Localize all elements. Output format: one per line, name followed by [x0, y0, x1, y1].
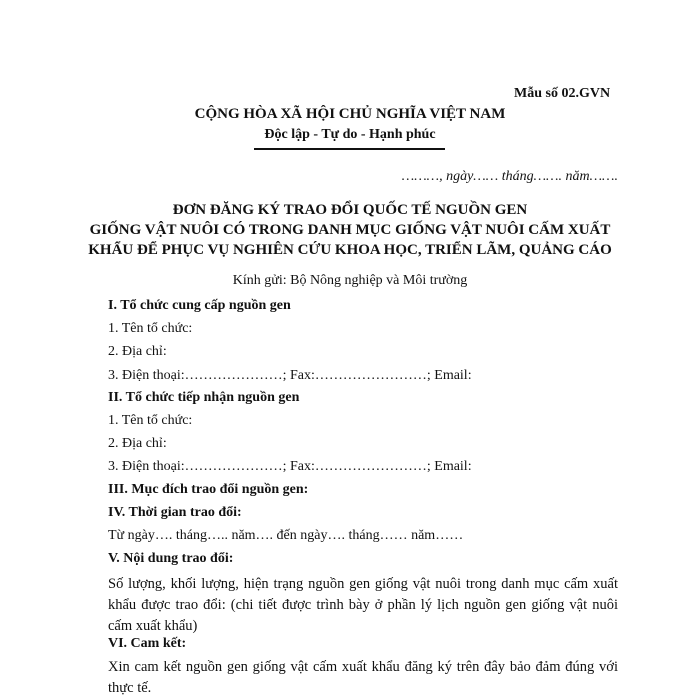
form-code: Mẫu số 02.GVN [514, 86, 611, 101]
addressee: Kính gửi: Bộ Nông nghiệp và Môi trường [232, 273, 468, 288]
title-line-3: KHẨU ĐỂ PHỤC VỤ NGHIÊN CỨU KHOA HỌC, TRIỂN LÃM, QUẢNG CÁO [88, 242, 612, 258]
section-2-item-3: 3. Điện thoại:…………………; Fax:……………………; Email: [108, 459, 472, 474]
motto-underline [254, 148, 445, 150]
section-5-heading: V. Nội dung trao đổi: [108, 551, 234, 566]
section-3-heading: III. Mục đích trao đổi nguồn gen: [108, 482, 309, 497]
section-6-text: Xin cam kết nguồn gen giống vật cấm xuất khẩu đăng ký trên đây bảo đảm đúng với thực tế. [108, 659, 618, 696]
section-4-text: Từ ngày…. tháng….. năm…. đến ngày…. tháng…… năm…… [108, 528, 464, 543]
title-line-1: ĐƠN ĐĂNG KÝ TRAO ĐỔI QUỐC TẾ NGUỒN GEN [172, 202, 528, 218]
section-1-item-1: 1. Tên tổ chức: [108, 321, 193, 336]
section-2-item-1: 1. Tên tổ chức: [108, 413, 193, 428]
title-line-2: GIỐNG VẬT NUÔI CÓ TRONG DANH MỤC GIỐNG VẬT NUÔI CẤM XUẤT [89, 222, 611, 238]
section-2-item-2: 2. Địa chỉ: [108, 436, 167, 451]
motto: Độc lập - Tự do - Hạnh phúc [264, 127, 436, 142]
section-2-heading: II. Tổ chức tiếp nhận nguồn gen [108, 390, 300, 405]
section-6-heading: VI. Cam kết: [108, 636, 187, 651]
date-line: ………, ngày…… tháng……. năm……. [401, 169, 618, 184]
section-4-heading: IV. Thời gian trao đổi: [108, 505, 242, 520]
section-1-item-3: 3. Điện thoại:…………………; Fax:……………………; Email: [108, 368, 472, 383]
section-1-heading: I. Tổ chức cung cấp nguồn gen [108, 298, 291, 313]
section-1-item-2: 2. Địa chỉ: [108, 344, 167, 359]
nation-header: CỘNG HÒA XÃ HỘI CHỦ NGHĨA VIỆT NAM [194, 106, 506, 122]
section-5-text: Số lượng, khối lượng, hiện trạng nguồn gen giống vật nuôi trong danh mục cấm xuất khẩu được trao đổi: (chi tiết được trình bày ở phần lý lịch nguồn gen giống vật nuôi cấm xuất khẩu) [108, 576, 618, 634]
